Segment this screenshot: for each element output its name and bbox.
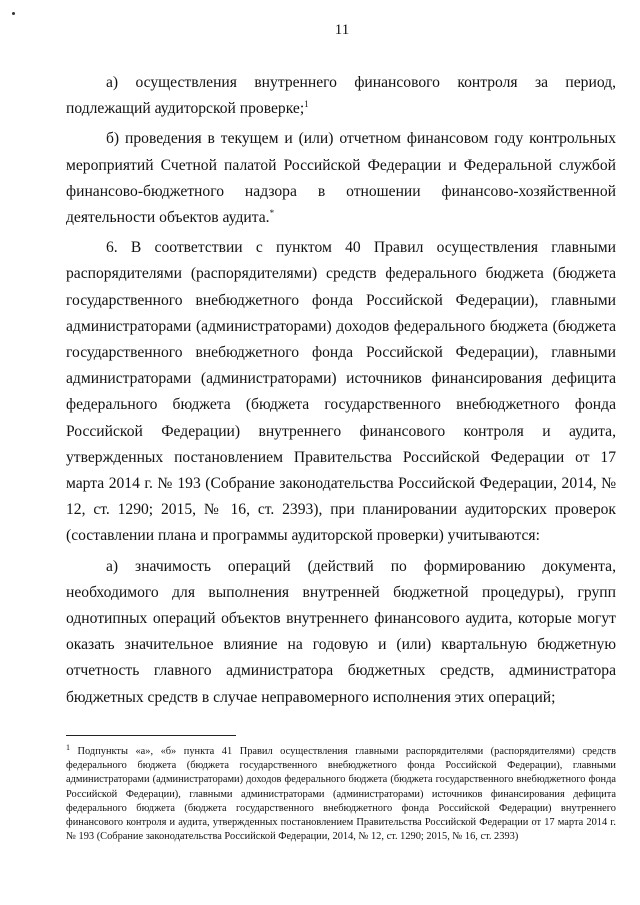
paragraph-text: 6. В соответствии с пунктом 40 Правил осуществления главными распорядителями (распорядителями) средств федерального бюджета (бюджета государственного внебюджетного фонда Российской Федерации), главными администраторами (администраторами) доходов федерального бюджета (бюджета государственного внебюджетного фонда Российской Федерации), главными администраторами (администраторами) источников финансирования дефицита федерального бюджета (бюджета государственного внебюджетного фонда Российской Федерации) внутреннего финансового контроля и аудита, утвержденных постановлением Правительства Российской Федерации от 17 марта 2014 г. № 193 (Собрание законодательства Российской Федерации, 2014, № 12, ст. 1290; 2015, № 16, ст. 2393), при планировании аудиторских проверок (составлении плана и программы аудиторской проверки) учитываются: bbox=[66, 239, 616, 545]
paragraph-text: б) проведения в текущем и (или) отчетном финансовом году контрольных мероприятий Счетной палатой Российской Федерации и Федеральной службой финансово-бюджетного надзора в отношении финансово-хозяйственной деятельности объектов аудита. bbox=[66, 130, 616, 227]
paragraph-a bbox=[66, 70, 616, 122]
paragraph-6 bbox=[66, 235, 616, 549]
document-body bbox=[66, 70, 616, 711]
footnote-marker: 1 bbox=[66, 743, 70, 752]
paragraph-b bbox=[66, 126, 616, 231]
footnote bbox=[66, 745, 616, 844]
footnote-divider bbox=[66, 735, 236, 736]
footnote-text: Подпункты «а», «б» пункта 41 Правил осуществления главными распорядителями (распорядителями) средств федерального бюджета (бюджета государственного внебюджетного фонда Российской Федерации), главными администраторами (администраторами) доходов федерального бюджета (бюджета государственного внебюджетного фонда Российской Федерации), главными администраторами (администраторами) источников финансирования дефицита федерального бюджета (бюджета государственного внебюджетного фонда Российской Федерации) внутреннего финансового контроля и аудита, утвержденных постановлением Правительства Российской Федерации от 17 марта 2014 г. № 193 (Собрание законодательства Российской Федерации, 2014, № 12, ст. 1290; 2015, № 16, ст. 2393) bbox=[66, 746, 616, 843]
footnote-reference: 1 bbox=[304, 99, 309, 110]
page-number: 11 bbox=[334, 22, 350, 38]
scan-speck bbox=[12, 12, 15, 15]
asterisk-marker: * bbox=[269, 208, 275, 219]
paragraph-6a bbox=[66, 554, 616, 711]
paragraph-text: а) осуществления внутреннего финансового контроля за период, подлежащий аудиторской проверке; bbox=[66, 74, 616, 118]
paragraph-text: а) значимость операций (действий по формированию документа, необходимого для выполнения внутренней бюджетной процедуры), групп однотипных операций объектов внутреннего финансового аудита, которые могут оказать значительное влияние на годовую и (или) квартальную бюджетную отчетность главного администратора бюджетных средств, администратора бюджетных средств в случае неправомерного исполнения этих операций; bbox=[66, 557, 616, 706]
